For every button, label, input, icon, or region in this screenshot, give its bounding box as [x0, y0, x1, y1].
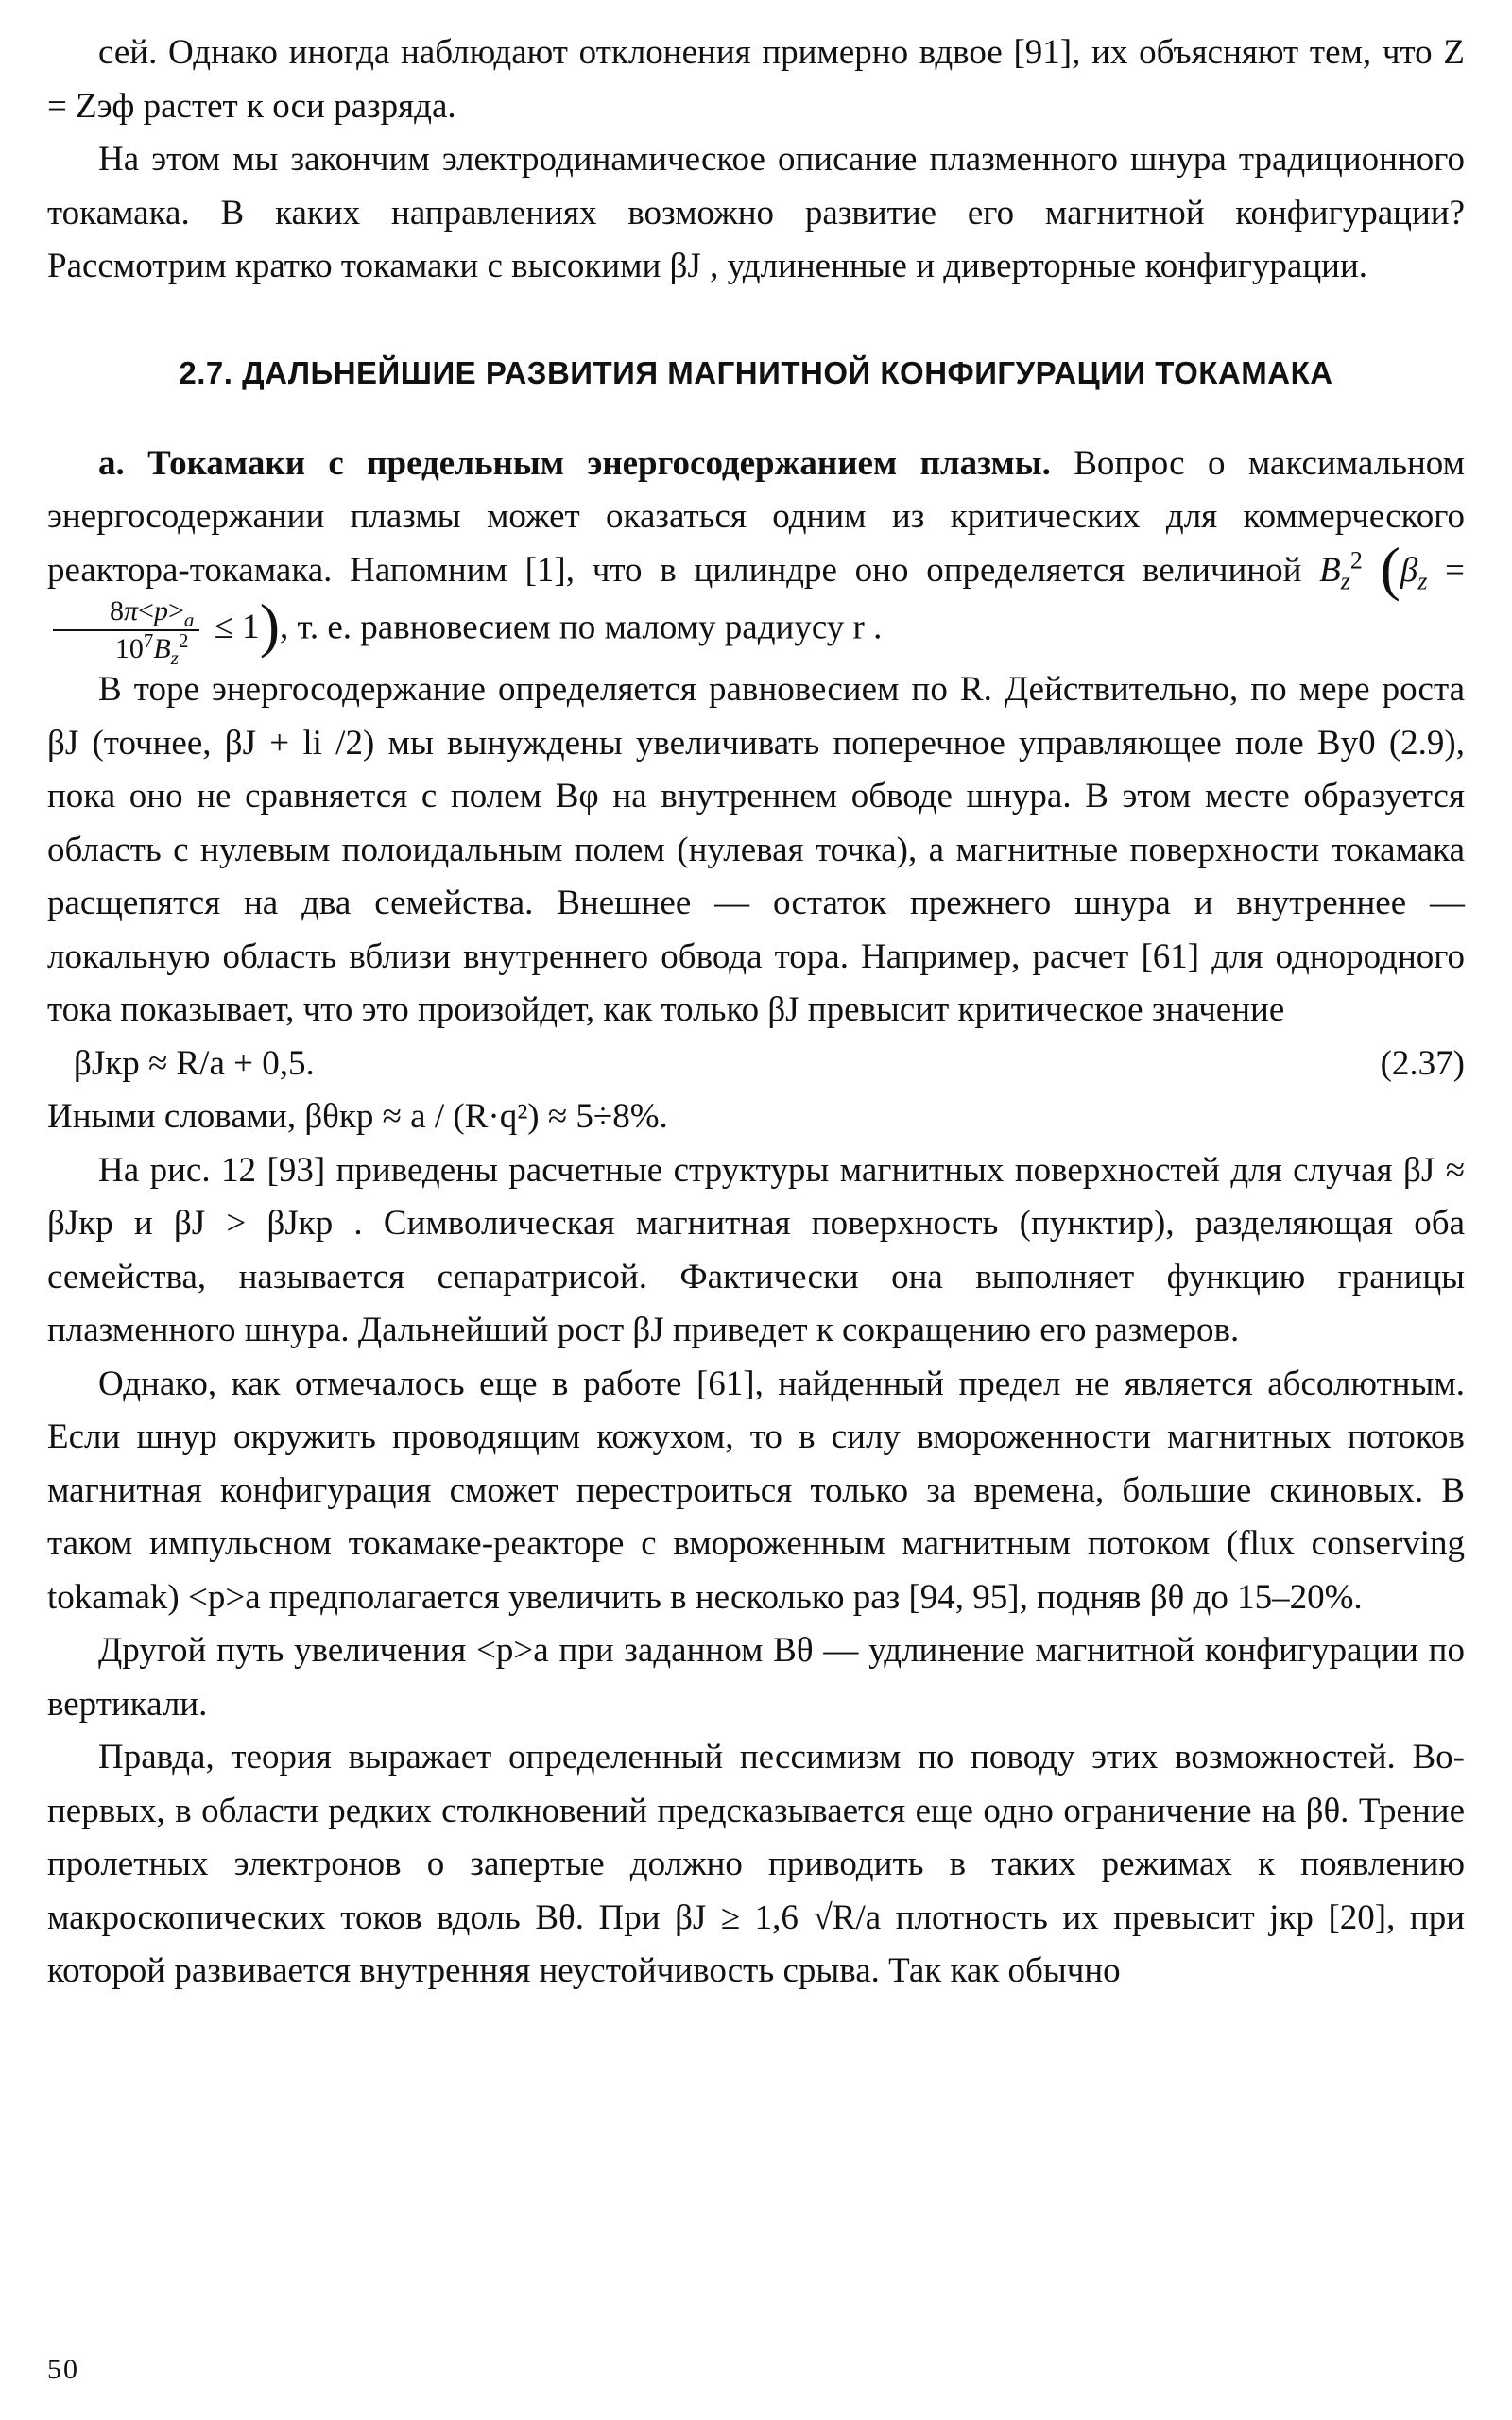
equation-label: (2.37) — [1380, 1043, 1465, 1083]
text-block — [47, 26, 1465, 1999]
paragraph: Другой путь увеличения <p>a при заданном Bθ — удлинение магнитной конфигурации по вертикали. — [47, 1631, 1465, 1724]
paragraph-text: т. е. равновесием по малому радиусу r . — [297, 608, 883, 647]
equation-body: βJкр ≈ R/a + 0,5. — [74, 1043, 315, 1083]
paragraph: Правда, теория выражает определенный пессимизм по поводу этих возможностей. Во-первых, в области редких столкновений предсказывается еще одно ограничение на βθ. Трение пролетных электронов о запертые должно приводить в таких режимах к появлению макроскопических токов вдоль Bθ. При βJ ≥ 1,6 √R/a плотность их превысит jкр [20], при которой развивается внутренняя неустойчивость срыва. Так как обычно — [47, 1738, 1465, 1990]
paragraph: Однако, как отмечалось еще в работе [61], найденный предел не является абсолютным. Если шнур окружить проводящим кожухом, то в силу вмороженности магнитных потоков магнитная конфигурация сможет перестроиться только за времена, большие скиновых. В таком импульсном токамаке-реакторе с вмороженным магнитным потоком (flux conserving tokamak) <p>a предполагается увеличить в несколько раз [94, 95], подняв βθ до 15–20%. — [47, 1364, 1465, 1617]
equation-display — [47, 1038, 1465, 1091]
paragraph: В торе энергосодержание определяется равновесием по R. Действительно, по мере роста βJ (точнее, βJ + li /2) мы вынуждены увеличивать поперечное управляющее поле By0 (2.9), пока оно не сравняется с полем Bφ на внутреннем обводе шнура. В этом месте образуется область с нулевым полоидальным полем (нулевая точка), а магнитные поверхности токамака расщепятся на два семейства. Внешнее — остаток прежнего шнура и внутреннее — локальную область вблизи внутреннего обвода тора. Например, расчет [61] для однородного тока показывает, что это произойдет, как только βJ превысит критическое значение — [47, 670, 1465, 1029]
section-heading: 2.7. ДАЛЬНЕЙШИЕ РАЗВИТИЯ МАГНИТНОЙ КОНФИГУРАЦИИ ТОКАМАКА — [179, 354, 1333, 390]
paragraph: На рис. 12 [93] приведены расчетные структуры магнитных поверхностей для случая βJ ≈ βJкр и βJ > βJкр . Символическая магнитная поверхность (пунктир), разделяющая оба семейства, называется сепаратрисой. Фактически она выполняет функцию границы плазменного шнура. Дальнейший рост βJ приведет к сокращению его размеров. — [47, 1150, 1465, 1349]
subsection-heading: а. Токамаки с предельным энергосодержанием плазмы. — [98, 443, 1051, 483]
paragraph: сей. Однако иногда наблюдают отклонения примерно вдвое [91], их объясняют тем, что Z = Zэф растет к оси разряда. — [47, 33, 1465, 126]
paragraph: Иными словами, βθкр ≈ a / (R·q²) ≈ 5÷8%. — [47, 1097, 668, 1136]
page-number: 50 — [47, 2354, 79, 2385]
paragraph — [47, 438, 1466, 669]
paragraph-text: Вопрос о максимальном энергосодержании плазмы может оказаться одним из критических для коммерческого реактора-токамака. Напомним [1], что в цилиндре оно определяется величиной — [47, 443, 1465, 590]
equation-inline: $B_z^2$ ($\beta_z$ = $\frac{8\pi<p>_a}{10^7B_z^2}$ ≤ 1), — [47, 551, 1465, 647]
paragraph: На этом мы закончим электродинамическое описание плазменного шнура традиционного токамака. В каких направлениях возможно развитие его магнитной конфигурации? Рассмотрим кратко токамаки с высокими βJ , удлиненные и диверторные конфигурации. — [47, 140, 1465, 285]
